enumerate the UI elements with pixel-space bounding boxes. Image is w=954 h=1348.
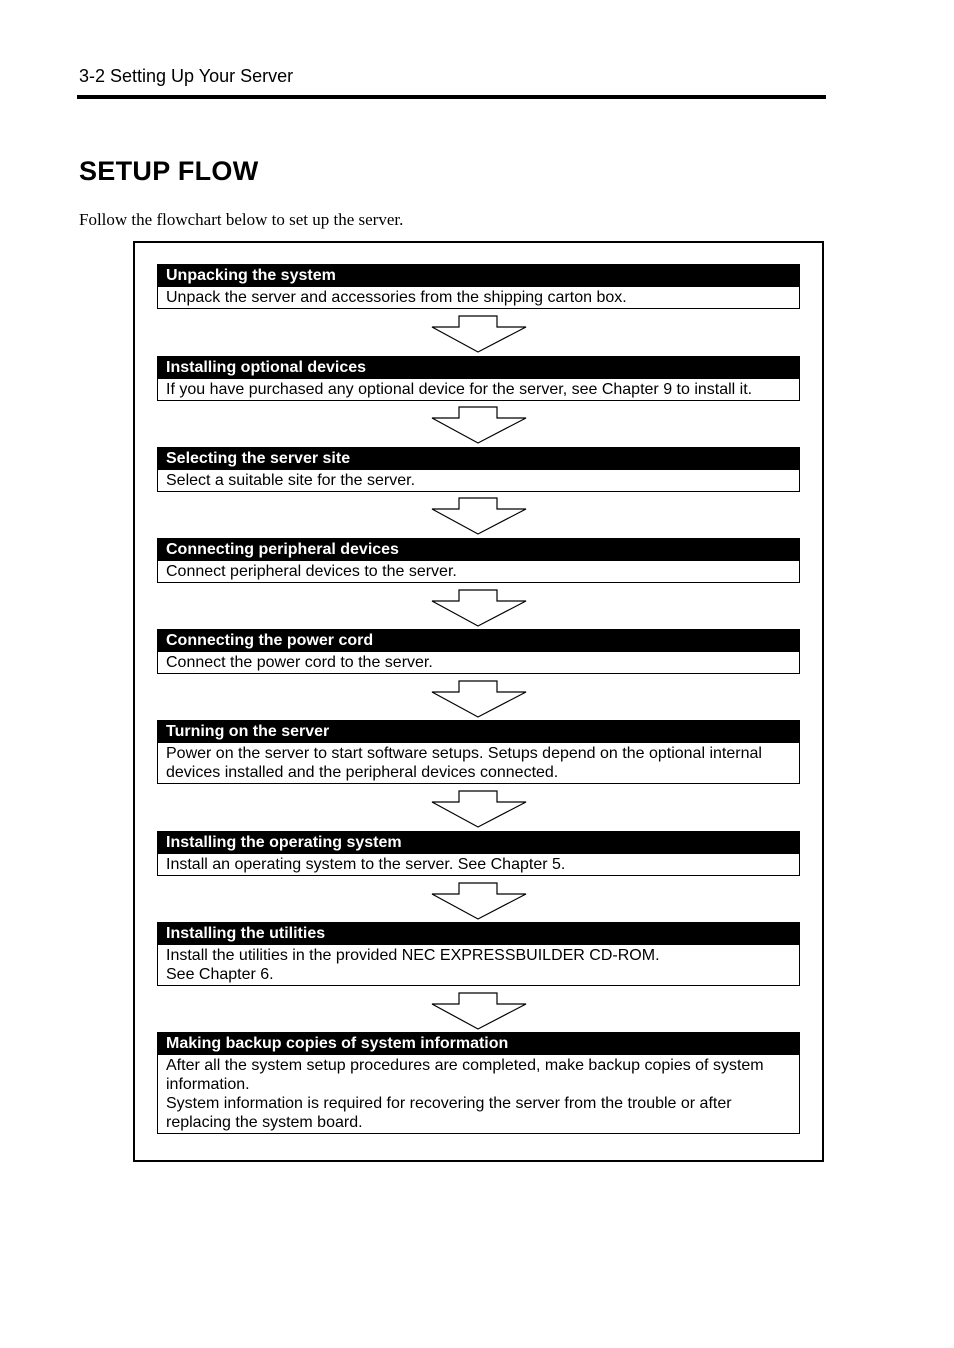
down-arrow-icon [430,882,528,920]
step-description [158,1055,799,1133]
step-line: See Chapter 6. [166,966,274,983]
step-line: information. [166,1076,250,1093]
step-title: Installing the operating system [158,832,799,854]
step-line: Connect the power cord to the server. [166,654,433,671]
step-line: Unpack the server and accessories from the shipping carton box. [166,289,627,306]
down-arrow-icon [430,790,528,828]
step-title: Selecting the server site [158,448,799,470]
step-line: Select a suitable site for the server. [166,472,416,489]
step-connecting-power-cord [157,629,800,674]
step-installing-utilities [157,922,800,986]
step-installing-os [157,831,800,876]
down-arrow-icon [430,497,528,535]
step-line: Install an operating system to the server. See Chapter 5. [166,856,566,873]
intro-text: Follow the flowchart below to set up the server. [79,210,404,229]
step-line: Connect peripheral devices to the server. [166,563,457,580]
step-description [158,379,799,400]
page-header: 3-2 Setting Up Your Server [79,66,294,86]
step-line: After all the system setup procedures are completed, make backup copies of system [166,1057,764,1074]
step-description [158,470,799,491]
step-unpacking [157,264,800,309]
step-line: System information is required for recovering the server from the trouble or after [166,1095,732,1112]
step-title: Installing the utilities [158,923,799,945]
step-line: If you have purchased any optional device for the server, see Chapter 9 to install it. [166,381,753,398]
step-description [158,561,799,582]
step-description [158,854,799,875]
step-selecting-site [157,447,800,492]
step-line: replacing the system board. [166,1114,363,1131]
down-arrow-icon [430,406,528,444]
step-turning-on-server [157,720,800,784]
step-title: Unpacking the system [158,265,799,287]
down-arrow-icon [430,315,528,353]
step-line: devices installed and the peripheral devices connected. [166,764,559,781]
step-title: Installing optional devices [158,357,799,379]
down-arrow-icon [430,992,528,1030]
down-arrow-icon [430,680,528,718]
step-title: Turning on the server [158,721,799,743]
down-arrow-icon [430,589,528,627]
section-title: SETUP FLOW [79,156,259,186]
step-line: Power on the server to start software setups. Setups depend on the optional internal [166,745,762,762]
step-connecting-peripherals [157,538,800,583]
step-description [158,945,799,985]
step-installing-optional-devices [157,356,800,401]
step-making-backup-copies [157,1032,800,1134]
header-rule [77,95,826,99]
step-description [158,743,799,783]
step-line: Install the utilities in the provided NEC EXPRESSBUILDER CD-ROM. [166,947,660,964]
step-description [158,652,799,673]
step-title: Making backup copies of system information [158,1033,799,1055]
step-description [158,287,799,308]
step-title: Connecting the power cord [158,630,799,652]
step-title: Connecting peripheral devices [158,539,799,561]
